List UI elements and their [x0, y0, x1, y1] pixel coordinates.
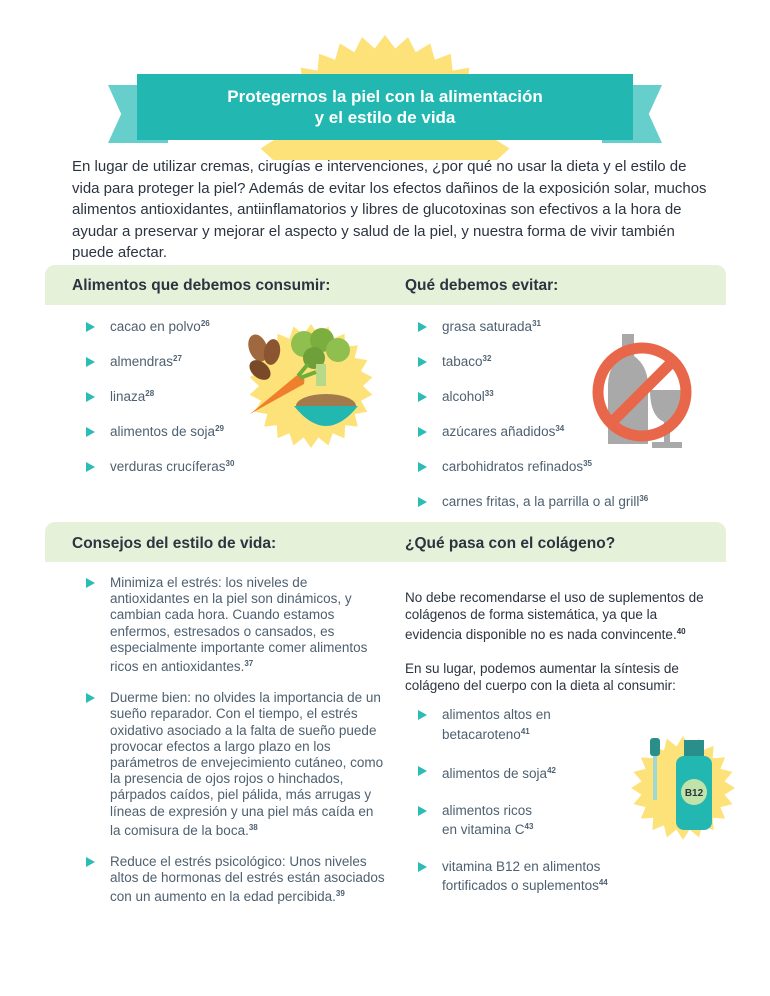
bullet-triangle-icon [418, 427, 427, 437]
list-item: alcohol$^{33}$ [418, 389, 718, 424]
bullet-triangle-icon [418, 497, 427, 507]
bullet-triangle-icon [418, 710, 427, 720]
avoid-title: Qué debemos evitar: [405, 277, 559, 294]
lifestyle-title: Consejos del estilo de vida: [72, 535, 277, 552]
lifestyle-list [86, 575, 386, 921]
bullet-triangle-icon [418, 392, 427, 402]
healthy-food-icon [236, 318, 376, 448]
bullet-triangle-icon [418, 766, 427, 776]
list-item: carnes fritas, a la parrilla o al grill$^{36}$ [418, 494, 718, 529]
title-line-2: y el estilo de vida [314, 108, 456, 127]
list-item: almendras$^{27}$ [86, 354, 286, 389]
list-item: tabaco$^{32}$ [418, 354, 718, 389]
bullet-triangle-icon [86, 462, 95, 472]
bullet-triangle-icon [418, 862, 427, 872]
list-item: alimentos ricos en vitamina $C^{43}$ [418, 803, 548, 839]
list-item: alimentos altos en betacaroteno$^{41}$ [418, 707, 618, 743]
intro-paragraph: En lugar de utilizar cremas, cirugías e intervenciones, ¿por qué no usar la dieta y el estilo de vida para proteger la piel? Además de evitar los efectos dañinos de la exposición solar, muchos alimentos antioxidantes, antiinflamatorios y libres de glucotoxinas son efectivos a la hora de ayudar a preservar y mejorar el aspecto y salud de la piel, y nuestra forma de vivir también puede afectar. [72, 158, 707, 261]
collagen-paragraph-1: No debe recomendarse el uso de suplementos de colágenos de forma sistemática, ya que la evidencia disponible no es nada convincente.$^{40}$ [405, 590, 704, 642]
list-item: verduras crucíferas$^{30}$ [86, 459, 286, 494]
collagen-paragraph-2: En su lugar, podemos aumentar la síntesis de colágeno del cuerpo con la dieta al consumir: [405, 661, 679, 693]
bullet-triangle-icon [86, 427, 95, 437]
collagen-list [418, 707, 618, 895]
bullet-triangle-icon [86, 392, 95, 402]
list-item: alimentos de soja$^{29}$ [86, 424, 286, 459]
collagen-title: ¿Qué pasa con el colágeno? [405, 535, 616, 552]
list-item: linaza$^{28}$ [86, 389, 286, 424]
bullet-triangle-icon [418, 806, 427, 816]
list-item: carbohidratos refinados$^{35}$ [418, 459, 718, 494]
dropper-icon [650, 738, 660, 756]
bottle-label: B12 [684, 788, 704, 799]
list-item: cacao en polvo$^{26}$ [86, 319, 286, 354]
bullet-triangle-icon [86, 578, 95, 588]
bullet-triangle-icon [86, 693, 95, 703]
list-item: azúcares añadidos$^{34}$ [418, 424, 718, 459]
bullet-triangle-icon [418, 322, 427, 332]
page-title [137, 74, 633, 140]
list-item: Minimiza el estrés: los niveles de antioxidantes en la piel son dinámicos, y cambian cada hora. Cuando estamos enfermos, estresados o cansados, es especialmente importante comer alimentos ricos en antioxidantes.$^{37}$ [86, 575, 386, 675]
bullet-triangle-icon [418, 462, 427, 472]
bullet-triangle-icon [418, 357, 427, 367]
list-item: vitamina B12 en alimentos fortificados o suplementos$^{44}$ [418, 859, 628, 895]
title-line-1: Protegernos la piel con la alimentación [227, 87, 543, 106]
list-item: grasa saturada$^{31}$ [418, 319, 718, 354]
bullet-triangle-icon [86, 322, 95, 332]
list-item: Reduce el estrés psicológico: Unos niveles altos de hormonas del estrés están asociados con un aumento en la edad percibida.$^{39}$ [86, 854, 386, 906]
supplement-bottle-icon [628, 730, 738, 840]
list-item: alimentos de soja$^{42}$ [418, 763, 618, 783]
bullet-triangle-icon [86, 357, 95, 367]
no-alcohol-icon [590, 330, 700, 450]
bullet-triangle-icon [86, 857, 95, 867]
list-item: Duerme bien: no olvides la importancia de un sueño reparador. Con el tiempo, el estrés oxidativo asociado a la falta de sueño puede provocar efectos a largo plazo en los parámetros de envejecimiento cutáneo, como la presencia de ojos rojos o hinchados, párpados caídos, piel pálida, más arrugas y líneas de expresión y una piel más caída en la comisura de la boca.$^{38}$ [86, 690, 386, 839]
eat-title: Alimentos que debemos consumir: [72, 277, 331, 294]
header-banner [0, 30, 770, 150]
